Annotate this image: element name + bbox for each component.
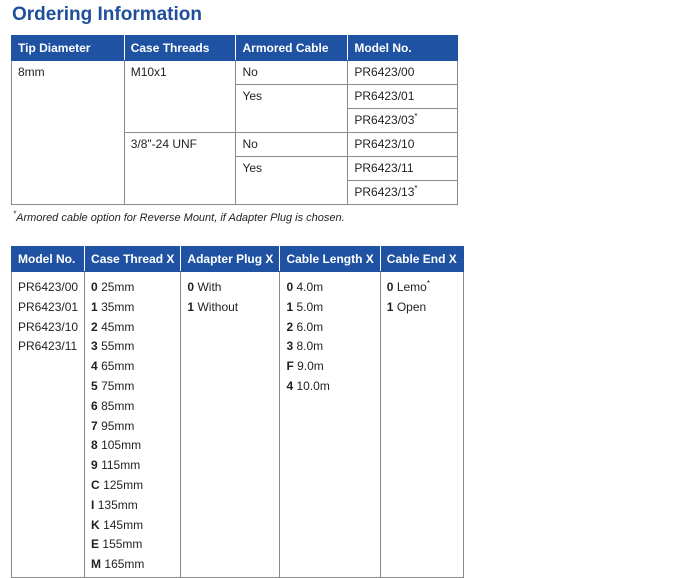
option-value: 25mm (101, 280, 135, 294)
option-code: 3 (91, 339, 98, 354)
list-item (286, 278, 373, 298)
list-item (187, 278, 273, 298)
option-value: 45mm (101, 319, 135, 334)
option-value: 55mm (101, 339, 135, 354)
option-value: Without (197, 299, 239, 314)
armored-cable-cell: No (236, 61, 348, 85)
option-code: 1 (187, 299, 195, 314)
armored-cable-cell: Yes (236, 85, 348, 133)
list-item: PR6423/01 (18, 299, 79, 314)
option-value: 95mm (101, 418, 135, 433)
option-code: 3 (286, 339, 294, 354)
option-code: 1 (91, 299, 98, 314)
tip-diameter-cell: 8mm (12, 61, 125, 205)
case-thread-cell: M10x1 (124, 61, 236, 133)
option-value: 4.0m (296, 280, 324, 294)
option-value: 8.0m (296, 339, 324, 354)
option-code: 9 (91, 458, 98, 473)
option-value: 6.0m (296, 319, 324, 334)
option-value: 35mm (101, 299, 135, 314)
option-value: 105mm (101, 438, 142, 453)
list-item (91, 476, 174, 496)
option-value: Open (396, 299, 427, 314)
header-tip-diameter: Tip Diameter (12, 36, 125, 61)
option-value: 9.0m (297, 359, 324, 374)
model-text: PR6423/03 (354, 113, 415, 127)
footnote-text: Armored cable option for Reverse Mount, if Adapter Plug is chosen. (16, 212, 345, 224)
models-cell (12, 272, 85, 578)
list-item: PR6423/11 (18, 339, 78, 354)
list-item (387, 278, 457, 298)
cable-length-options-cell (280, 272, 380, 578)
option-code: C (91, 477, 100, 492)
list-item (91, 436, 174, 456)
footnote (13, 209, 345, 224)
list-item: PR6423/00 (18, 280, 79, 294)
case-thread-cell: 3/8"-24 UNF (124, 133, 236, 205)
option-code: 4 (91, 359, 98, 374)
option-value: 165mm (104, 557, 145, 572)
model-cell (348, 109, 458, 133)
table-row (12, 272, 464, 578)
option-value: 135mm (97, 497, 138, 512)
list-item (91, 337, 174, 357)
option-value: 85mm (101, 398, 135, 413)
list-item (91, 456, 174, 476)
list-item (187, 298, 273, 318)
option-value: 65mm (101, 359, 135, 374)
list-item (286, 357, 373, 377)
list-item (387, 298, 457, 318)
table-header-row (12, 36, 458, 61)
option-value: 115mm (101, 458, 141, 473)
list-item (91, 535, 174, 555)
option-code: 5 (91, 378, 98, 393)
armored-cable-cell: Yes (236, 157, 348, 205)
option-code: 6 (91, 398, 98, 413)
list-item (286, 337, 373, 357)
list-item (91, 397, 174, 417)
header-adapter-plug-x: Adapter Plug X (181, 247, 280, 272)
option-code: F (286, 359, 294, 374)
header-armored-cable: Armored Cable (236, 36, 348, 61)
header-cable-end-x: Cable End X (380, 247, 463, 272)
list-item (91, 417, 174, 437)
cable-end-options-cell (380, 272, 463, 578)
option-code: 1 (286, 299, 294, 314)
list-item: PR6423/10 (18, 319, 79, 334)
option-code: M (91, 557, 102, 572)
table-row (12, 61, 458, 85)
model-cell: PR6423/10 (348, 133, 458, 157)
option-value: 125mm (103, 477, 144, 492)
option-code: 0 (187, 280, 195, 294)
header-case-threads: Case Threads (124, 36, 236, 61)
option-value: Lemo (396, 280, 427, 294)
option-code: 4 (286, 378, 294, 393)
option-code: 7 (91, 418, 98, 433)
list-item (91, 357, 174, 377)
adapter-plug-options-cell (181, 272, 280, 578)
header-model-no: Model No. (348, 36, 458, 61)
option-value: With (197, 280, 222, 294)
header-case-thread-x: Case Thread X (85, 247, 181, 272)
asterisk-mark: * (414, 184, 418, 193)
footnote-mark: * (13, 209, 17, 219)
list-item (91, 318, 174, 338)
model-cell: PR6423/00 (348, 61, 458, 85)
case-thread-options-cell (85, 272, 181, 578)
asterisk-mark: * (426, 279, 430, 288)
header-model-no: Model No. (12, 247, 85, 272)
model-cell: PR6423/11 (348, 157, 458, 181)
page-title: Ordering Information (12, 4, 202, 25)
option-code: 0 (386, 280, 394, 294)
model-text: PR6423/13 (354, 185, 415, 199)
option-value: 155mm (102, 537, 143, 552)
list-item (91, 496, 174, 516)
option-code: E (91, 537, 100, 552)
option-value: 75mm (101, 378, 135, 393)
list-item (286, 318, 373, 338)
option-value: 145mm (103, 517, 144, 532)
model-cell (348, 181, 458, 205)
option-code: 0 (91, 280, 98, 294)
model-cell: PR6423/01 (348, 85, 458, 109)
list-item (91, 516, 174, 536)
table-header-row (12, 247, 464, 272)
option-code: 2 (286, 319, 294, 334)
options-table (11, 246, 464, 578)
option-value: 10.0m (296, 378, 330, 393)
asterisk-mark: * (414, 112, 418, 121)
option-code: 8 (91, 438, 98, 453)
list-item (91, 377, 174, 397)
armored-cable-cell: No (236, 133, 348, 157)
option-code: I (91, 497, 95, 512)
list-item (286, 377, 373, 397)
option-code: 2 (91, 319, 98, 334)
option-code: 0 (286, 280, 294, 294)
list-item (91, 278, 174, 298)
list-item (286, 298, 373, 318)
header-cable-length-x: Cable Length X (280, 247, 380, 272)
option-code: K (91, 517, 100, 532)
option-value: 5.0m (296, 299, 324, 314)
list-item (91, 555, 174, 575)
option-code: 1 (386, 299, 394, 314)
list-item (91, 298, 174, 318)
ordering-table (11, 35, 458, 205)
